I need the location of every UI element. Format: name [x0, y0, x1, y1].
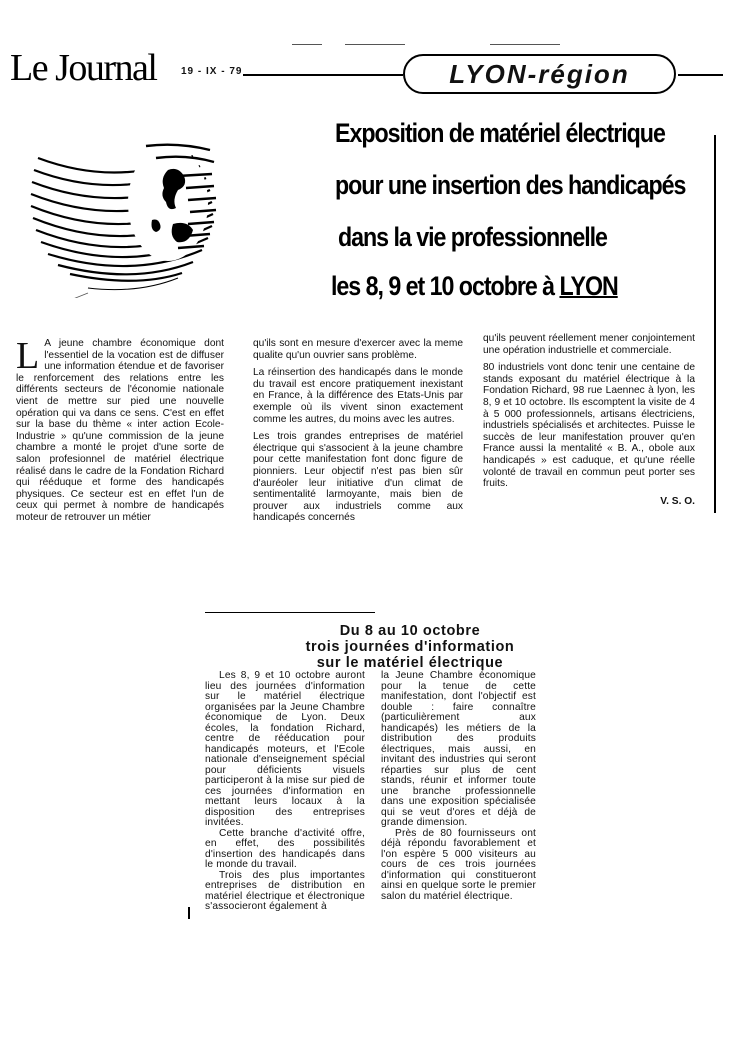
article-column-2: [253, 338, 463, 530]
masthead-rule-right: [678, 74, 723, 76]
article2-title-line-1: Du 8 au 10 octobre: [339, 623, 481, 639]
scan-speck: [490, 44, 560, 45]
headline-line-1: Exposition de matériel électrique: [335, 118, 665, 148]
article2-title-line-2: trois journées d'information: [305, 639, 515, 655]
dropcap: L: [16, 335, 40, 377]
masthead-title: Le Journal: [10, 47, 157, 89]
section-badge: LYON-région: [403, 54, 676, 94]
article-paragraph: Les 8, 9 et 10 octobre auront lieu des journées d'information sur le matériel électrique organisées par la Jeune Chambre économique de Lyon. Deux écoles, la fondation Richard, centre de rééducation pour handicapés moteurs, et l'Ecole nationale d'enseignement spécial pour déficients visuels participeront à la mise sur pied de ces journées d'information en mettant leurs locaux à la disposition des entreprises invitées.: [205, 670, 365, 828]
article2-title-line-3: sur le matériel électrique: [316, 655, 504, 671]
globe-logo: [28, 128, 228, 298]
headline-line-3: dans la vie professionnelle: [338, 222, 607, 252]
article-paragraph: qu'ils peuvent réellement mener conjointement une opération industrielle et commerciale.: [483, 333, 695, 356]
scan-speck: [345, 44, 405, 45]
article2-column-2: [381, 671, 536, 902]
article-column-3: [483, 333, 695, 507]
article-paragraph: La réinsertion des handicapés dans le monde du travail est encore pratiquement inexistant en France, à la différence des Etats-Unis par exemple où ils vivent sinon exactement comme les autres, du moins avec les autres.: [253, 367, 463, 425]
article-paragraph: Près de 80 fournisseurs ont déjà répondu favorablement et l'on espère 5 000 visiteurs au cours de ces trois journées d'information qui constitueront ainsi en quelque sorte le premier salon du matériel électrique.: [381, 827, 536, 902]
article-paragraph: Trois des plus importantes entreprises de distribution en matériel électrique et électronique s'associeront également à: [205, 869, 365, 912]
headline-city: LYON: [559, 271, 618, 301]
headline-line-4: [331, 271, 618, 302]
article-rule: [205, 612, 375, 613]
headline-line-2: pour une insertion des handicapés: [335, 170, 686, 200]
article-paragraph: Cette branche d'activité offre, en effet, des possibilités d'insertion des handicapés dans le monde du travail.: [205, 827, 365, 870]
article2-column-1: [205, 671, 365, 913]
masthead-rule: [243, 74, 403, 76]
scan-mark: [188, 907, 190, 919]
article-paragraph: qu'ils sont en mesure d'exercer avec la meme qualite qu'un ouvrier sans problème.: [253, 338, 463, 361]
scan-speck: [292, 44, 322, 45]
headline-line-4-text: les 8, 9 et 10 octobre à: [331, 271, 555, 301]
author-signature: V. S. O.: [660, 495, 695, 507]
article-column-1: [16, 335, 224, 524]
article-paragraph: Les trois grandes entreprises de matériel électrique qui s'associent à la jeune chambre pour cette manifestation font donc figure de pionniers. Leur objectif n'est pas bien sûr d'auréoler leur initiative d'un climat de sentimentalité larmoyante, mais bien de prouver aux industriels comme aux handicapés concernés: [253, 431, 463, 524]
publication-date: 19 - IX - 79: [181, 66, 243, 77]
article-paragraph: la Jeune Chambre économique pour la tenue de cette manifestation, dont l'objectif est double : faire connaître (particulièrement aux handicapés) les métiers de la distribution des produits électriques, mais aussi, en invitant des industries qui seront réparties sur plus de cent stands, réunir et informer toute une branche professionnelle dans une exposition spécialisée qui se veut d'ores et déjà de grande dimension.: [381, 670, 536, 828]
article-paragraph: 80 industriels vont donc tenir une centaine de stands exposant du matériel électrique à la Fondation Richard, 98 rue Laennec à lyon, les 8, 9 et 10 octobre. Ils escomptent la visite de 4 à 5 000 professionnels, artisans électriciens, industriels spécialisés et architectes. Puisse le succès de leur manifestation prouver qu'en France aussi la mentalité « B. A., obole aux handicapés » est caduque, et qu'une réelle volonté de travail en commun peut porter ses fruits.: [483, 362, 695, 490]
article-paragraph: A jeune chambre économique dont l'essentiel de la vocation est de diffuser une information étendue et de favoriser le renforcement des relations entre les différents secteurs de l'économie nationale vient de mettre sur pied une nouvelle opération qui va dans ce sens. C'est en effet sur la base du thème « inter action Ecole-Industrie » qu'une commission de la jeune chambre a monté le projet d'une sorte de salon profesionnel de matériel électrique réalisé dans le cadre de la Fondation Richard qui rééduque et forme des handicapés physiques. Ce secteur est en effet l'un de ceux qui permet à nombre de handicapés moteur de retrouver un métier: [16, 338, 224, 523]
column-rule: [714, 135, 716, 513]
